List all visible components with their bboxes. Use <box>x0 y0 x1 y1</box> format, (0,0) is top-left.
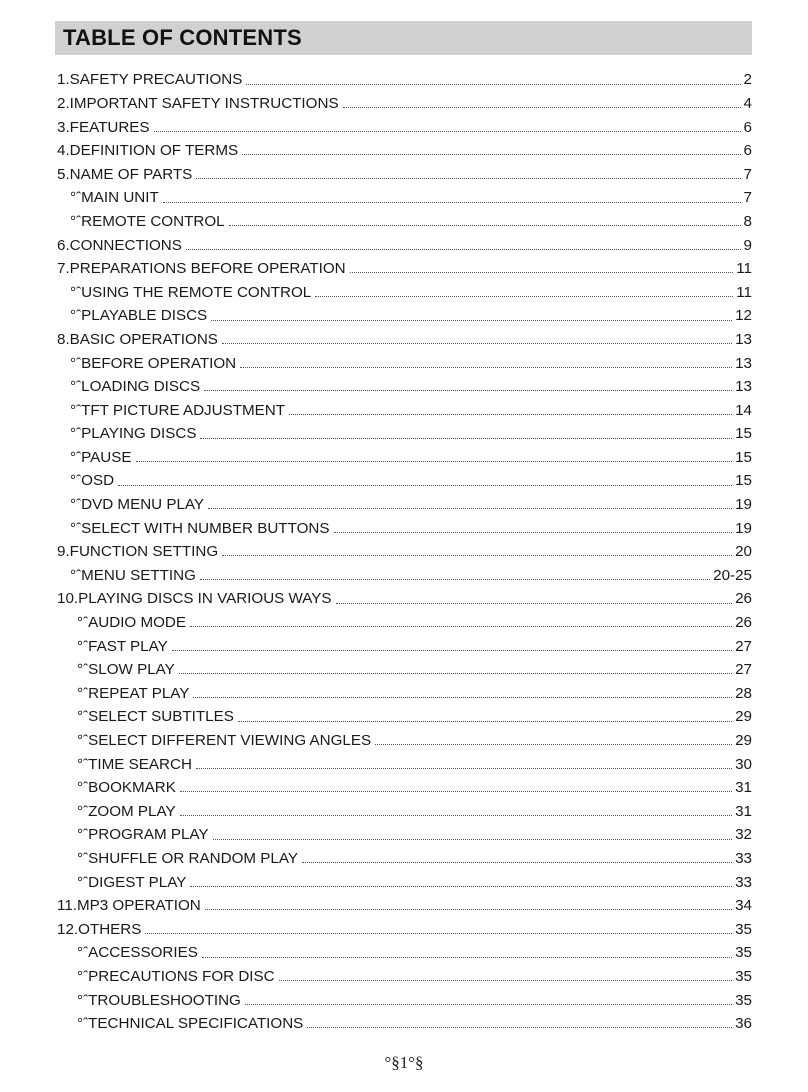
toc-entry-page-number: 31 <box>735 779 752 797</box>
dot-leader <box>180 791 732 792</box>
toc-entry-label: °ˆTFT PICTURE ADJUSTMENT <box>70 401 286 419</box>
toc-entry-label: °ˆTECHNICAL SPECIFICATIONS <box>77 1015 304 1033</box>
toc-entry-label: 8.BASIC OPERATIONS <box>57 330 218 348</box>
dot-leader <box>186 249 741 250</box>
toc-entry-label: °ˆSELECT WITH NUMBER BUTTONS <box>70 519 330 537</box>
toc-section-entry <box>57 88 752 112</box>
dot-leader <box>204 390 732 391</box>
toc-entry-label: °ˆLOADING DISCS <box>70 378 201 396</box>
dot-leader <box>343 107 741 108</box>
toc-entry-page-number: 14 <box>735 401 752 419</box>
dot-leader <box>154 131 741 132</box>
toc-entry-page-number: 19 <box>735 519 752 537</box>
toc-subsection-entry <box>57 843 752 867</box>
dot-leader <box>145 933 732 934</box>
toc-entry-page-number: 15 <box>735 425 752 443</box>
toc-entry-page-number: 26 <box>735 614 752 632</box>
toc-entry-label: °ˆPLAYING DISCS <box>70 425 197 443</box>
dot-leader <box>190 886 732 887</box>
dot-leader <box>190 626 732 627</box>
toc-subsection-entry <box>57 559 752 583</box>
page-title: TABLE OF CONTENTS <box>63 25 302 50</box>
toc-subsection-entry <box>57 394 752 418</box>
dot-leader <box>136 461 733 462</box>
toc-entry-label: °ˆZOOM PLAY <box>77 802 176 820</box>
dot-leader <box>302 862 732 863</box>
toc-entry-page-number: 15 <box>735 448 752 466</box>
toc-entry-page-number: 28 <box>735 684 752 702</box>
toc-entry-label: 10.PLAYING DISCS IN VARIOUS WAYS <box>57 590 332 608</box>
toc-entry-label: 5.NAME OF PARTS <box>57 165 193 183</box>
dot-leader <box>336 603 733 604</box>
toc-entry-page-number: 34 <box>735 897 752 915</box>
toc-entry-page-number: 20 <box>735 543 752 561</box>
toc-subsection-entry <box>57 725 752 749</box>
toc-entry-label: 1.SAFETY PRECAUTIONS <box>57 71 243 89</box>
toc-section-entry <box>57 890 752 914</box>
toc-entry-label: °ˆAUDIO MODE <box>77 614 187 632</box>
toc-entry-page-number: 35 <box>735 991 752 1009</box>
dot-leader <box>208 508 732 509</box>
toc-entry-label: °ˆSHUFFLE OR RANDOM PLAY <box>77 849 298 867</box>
toc-entry-label: 4.DEFINITION OF TERMS <box>57 142 239 160</box>
dot-leader <box>193 697 732 698</box>
dot-leader <box>279 980 732 981</box>
dot-leader <box>211 320 732 321</box>
toc-entry-label: 2.IMPORTANT SAFETY INSTRUCTIONS <box>57 94 339 112</box>
dot-leader <box>229 225 741 226</box>
toc-section-entry <box>57 324 752 348</box>
toc-entry-page-number: 33 <box>735 849 752 867</box>
toc-section-entry <box>57 111 752 135</box>
toc-entry-label: °ˆTIME SEARCH <box>77 755 192 773</box>
toc-subsection-entry <box>57 984 752 1008</box>
toc-subsection-entry <box>57 442 752 466</box>
toc-subsection-entry <box>57 206 752 230</box>
toc-entry-label: °ˆDVD MENU PLAY <box>70 496 205 514</box>
toc-entry-page-number: 7 <box>743 165 752 183</box>
toc-entry-page-number: 35 <box>735 967 752 985</box>
toc-entry-page-number: 2 <box>743 71 752 89</box>
toc-entry-label: °ˆACCESSORIES <box>77 944 198 962</box>
toc-section-entry <box>57 64 752 88</box>
dot-leader <box>334 532 733 533</box>
toc-section-entry <box>57 913 752 937</box>
toc-entry-label: °ˆBEFORE OPERATION <box>70 354 237 372</box>
toc-entry-label: °ˆMENU SETTING <box>70 566 196 584</box>
toc-entry-label: 6.CONNECTIONS <box>57 236 182 254</box>
toc-entry-page-number: 26 <box>735 590 752 608</box>
toc-entry-page-number: 33 <box>735 873 752 891</box>
toc-entry-page-number: 29 <box>735 732 752 750</box>
toc-entry-label: °ˆDIGEST PLAY <box>77 873 187 891</box>
dot-leader <box>200 579 710 580</box>
toc-entry-page-number: 35 <box>735 920 752 938</box>
toc-entry-page-number: 13 <box>735 354 752 372</box>
toc-entry-label: 11.MP3 OPERATION <box>57 897 201 915</box>
toc-entry-page-number: 7 <box>743 189 752 207</box>
toc-section-entry <box>57 253 752 277</box>
toc-entry-label: °ˆPLAYABLE DISCS <box>70 307 208 325</box>
toc-subsection-entry <box>57 937 752 961</box>
toc-subsection-entry <box>57 347 752 371</box>
toc-subsection-entry <box>57 701 752 725</box>
toc-entry-page-number: 15 <box>735 472 752 490</box>
toc-subsection-entry <box>57 489 752 513</box>
dot-leader <box>205 909 732 910</box>
toc-entry-label: °ˆSELECT DIFFERENT VIEWING ANGLES <box>77 732 372 750</box>
toc-subsection-entry <box>57 772 752 796</box>
dot-leader <box>240 367 732 368</box>
toc-entry-label: 9.FUNCTION SETTING <box>57 543 219 561</box>
dot-leader <box>200 438 732 439</box>
dot-leader <box>118 485 732 486</box>
toc-entry-label: 7.PREPARATIONS BEFORE OPERATION <box>57 260 346 278</box>
toc-entry-page-number: 6 <box>743 142 752 160</box>
toc-entry-page-number: 36 <box>735 1015 752 1033</box>
toc-entry-label: °ˆUSING THE REMOTE CONTROL <box>70 283 312 301</box>
toc-subsection-entry <box>57 677 752 701</box>
toc-entry-page-number: 29 <box>735 708 752 726</box>
dot-leader <box>315 296 733 297</box>
toc-entry-label: °ˆPAUSE <box>70 448 132 466</box>
toc-entry-page-number: 8 <box>743 212 752 230</box>
dot-leader <box>180 815 732 816</box>
toc-entry-page-number: 27 <box>735 661 752 679</box>
toc-entry-label: °ˆPROGRAM PLAY <box>77 826 209 844</box>
toc-section-entry <box>57 536 752 560</box>
toc-entry-page-number: 6 <box>743 118 752 136</box>
toc-subsection-entry <box>57 512 752 536</box>
toc-subsection-entry <box>57 654 752 678</box>
toc-entry-label: °ˆOSD <box>70 472 115 490</box>
toc-entry-page-number: 20-25 <box>713 566 752 584</box>
page-number-footer: °§1°§ <box>384 1053 424 1072</box>
dot-leader <box>222 555 732 556</box>
dot-leader <box>202 957 732 958</box>
dot-leader <box>179 673 732 674</box>
toc-entry-page-number: 13 <box>735 378 752 396</box>
toc-entry-label: 3.FEATURES <box>57 118 150 136</box>
dot-leader <box>289 414 732 415</box>
toc-entry-page-number: 32 <box>735 826 752 844</box>
toc-entry-label: °ˆREPEAT PLAY <box>77 684 190 702</box>
toc-subsection-entry <box>57 371 752 395</box>
dot-leader <box>172 650 732 651</box>
toc-entry-label: °ˆMAIN UNIT <box>70 189 159 207</box>
dot-leader <box>245 1004 732 1005</box>
toc-entry-label: °ˆTROUBLESHOOTING <box>77 991 241 1009</box>
toc-entry-page-number: 4 <box>743 94 752 112</box>
dot-leader <box>246 84 740 85</box>
toc-subsection-entry <box>57 607 752 631</box>
toc-subsection-entry <box>57 961 752 985</box>
toc-subsection-entry <box>57 182 752 206</box>
toc-subsection-entry <box>57 819 752 843</box>
toc-entry-label: 12.OTHERS <box>57 920 142 938</box>
toc-section-entry <box>57 135 752 159</box>
dot-leader <box>196 178 740 179</box>
toc-entry-page-number: 27 <box>735 637 752 655</box>
toc-entry-label: °ˆSELECT SUBTITLES <box>77 708 234 726</box>
toc-subsection-entry <box>57 630 752 654</box>
toc-entry-page-number: 9 <box>743 236 752 254</box>
toc-entry-page-number: 35 <box>735 944 752 962</box>
dot-leader <box>196 768 732 769</box>
toc-subsection-entry <box>57 1008 752 1032</box>
toc-subsection-entry <box>57 300 752 324</box>
toc-subsection-entry <box>57 465 752 489</box>
dot-leader <box>375 744 732 745</box>
toc-entry-page-number: 12 <box>735 307 752 325</box>
toc-subsection-entry <box>57 748 752 772</box>
dot-leader <box>350 272 734 273</box>
toc-subsection-entry <box>57 795 752 819</box>
toc-entry-label: °ˆSLOW PLAY <box>77 661 175 679</box>
toc-entry-label: °ˆFAST PLAY <box>77 637 168 655</box>
toc-entry-page-number: 30 <box>735 755 752 773</box>
toc-section-entry <box>57 158 752 182</box>
toc-subsection-entry <box>57 418 752 442</box>
toc-entry-page-number: 31 <box>735 802 752 820</box>
toc-entry-page-number: 13 <box>735 330 752 348</box>
toc-section-entry <box>57 583 752 607</box>
toc-entry-page-number: 11 <box>736 260 752 278</box>
toc-entry-label: °ˆPRECAUTIONS FOR DISC <box>77 967 275 985</box>
toc-entry-page-number: 19 <box>735 496 752 514</box>
toc-subsection-entry <box>57 276 752 300</box>
dot-leader <box>307 1027 732 1028</box>
toc-entry-label: °ˆBOOKMARK <box>77 779 176 797</box>
toc-entry-page-number: 11 <box>736 283 752 301</box>
toc-subsection-entry <box>57 866 752 890</box>
dot-leader <box>238 721 732 722</box>
dot-leader <box>242 154 740 155</box>
dot-leader <box>222 343 732 344</box>
toc-title-bar <box>55 21 752 55</box>
toc-section-entry <box>57 229 752 253</box>
toc-entry-label: °ˆREMOTE CONTROL <box>70 212 225 230</box>
dot-leader <box>213 839 733 840</box>
dot-leader <box>163 202 741 203</box>
toc-list <box>57 64 752 1031</box>
